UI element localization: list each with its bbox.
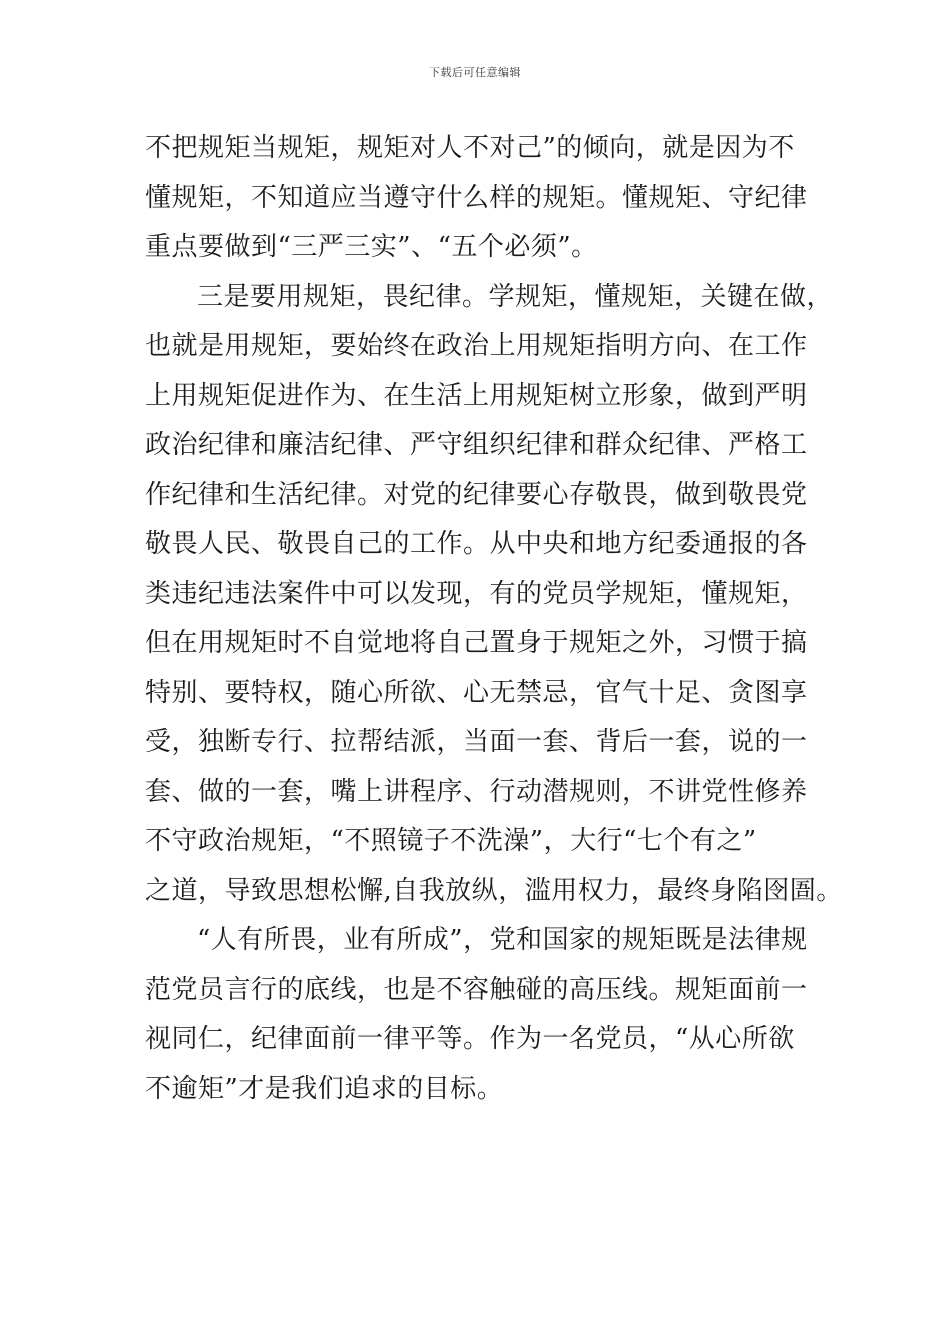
document-body	[145, 124, 843, 1114]
text-line: “人有所畏，业有所成”，党和国家的规矩既是法律规	[197, 925, 808, 955]
text-line: 重点要做到“三严三实”、“五个必须”。	[145, 232, 598, 262]
text-line: 敬畏人民、敬畏自己的工作。从中央和地方纪委通报的各	[145, 529, 808, 559]
text-line: 但在用规矩时不自觉地将自己置身于规矩之外，习惯于搞	[145, 628, 808, 658]
text-line: 套、做的一套，嘴上讲程序、行动潜规则，不讲党性修养	[145, 776, 808, 807]
text-line: 类违纪违法案件中可以发现，有的党员学规矩，懂规矩，	[145, 578, 808, 609]
text-line: 不守政治规矩，“不照镜子不洗澡”，大行“七个有之”	[145, 826, 757, 856]
text-line: 不把规矩当规矩，规矩对人不对己”的倾向，就是因为不	[145, 133, 795, 163]
text-line: 也就是用规矩，要始终在政治上用规矩指明方向、在工作	[145, 331, 808, 361]
text-line: 范党员言行的底线，也是不容触碰的高压线。规矩面前一	[145, 974, 808, 1005]
text-line: 视同仁，纪律面前一律平等。作为一名党员，“从心所欲	[145, 1024, 795, 1054]
text-line: 受，独断专行、拉帮结派，当面一套、背后一套，说的一	[145, 727, 808, 757]
text-line: 不逾矩”才是我们追求的目标。	[145, 1073, 504, 1104]
page-header: 下载后可任意编辑	[429, 66, 521, 79]
text-line: 懂规矩，不知道应当遵守什么样的规矩。懂规矩、守纪律	[145, 182, 808, 213]
text-line: 作纪律和生活纪律。对党的纪律要心存敬畏，做到敬畏党	[145, 479, 808, 510]
text-line: 上用规矩促进作为、在生活上用规矩树立形象，做到严明	[145, 380, 808, 411]
text-line: 之道，导致思想松懈,自我放纵，滥用权力，最终身陷囹圄。	[145, 875, 843, 906]
text-line: 特别、要特权，随心所欲、心无禁忌，官气十足、贪图享	[145, 677, 808, 708]
text-line: 三是要用规矩，畏纪律。学规矩，懂规矩，关键在做，	[197, 281, 834, 312]
text-line: 政治纪律和廉洁纪律、严守组织纪律和群众纪律、严格工	[145, 430, 808, 460]
